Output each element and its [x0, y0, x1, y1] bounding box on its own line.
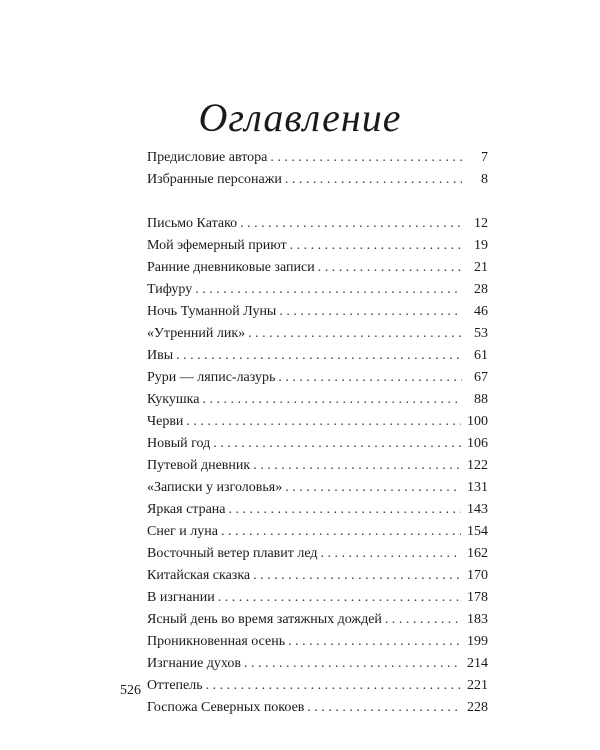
- toc-entry-title: Китайская сказка: [147, 568, 251, 583]
- toc-entry-page: 61: [474, 348, 488, 363]
- dot-leader: [218, 587, 461, 609]
- toc-entry-title: Проникновенная осень: [147, 634, 286, 649]
- toc-entry-page: 46: [474, 304, 488, 319]
- toc-entry-title: В изгнании: [147, 590, 215, 605]
- toc-entry: [147, 477, 488, 499]
- dot-leader: [318, 257, 462, 279]
- toc-entry-title: Рури — ляпис-лазурь: [147, 370, 276, 385]
- toc-entry-page: 7: [481, 150, 488, 165]
- toc-entry-title: Снег и луна: [147, 524, 218, 539]
- dot-leader: [202, 389, 462, 411]
- toc-entry-page: 154: [467, 524, 488, 539]
- toc-entry: [147, 499, 488, 521]
- dot-leader: [307, 697, 461, 719]
- toc-entry: [147, 631, 488, 653]
- toc-entry-title: Кукушка: [147, 392, 200, 407]
- toc-entry: [147, 147, 488, 169]
- toc-entry-page: 131: [467, 480, 488, 495]
- toc-entry-title: Мой эфемерный приют: [147, 238, 287, 253]
- dot-leader: [229, 499, 461, 521]
- toc-entry: [147, 301, 488, 323]
- toc-entry: [147, 345, 488, 367]
- toc-entry-page: 199: [467, 634, 488, 649]
- toc-entry-page: 19: [474, 238, 488, 253]
- toc-entry-title: Восточный ветер плавит лед: [147, 546, 318, 561]
- toc-entry-page: 88: [474, 392, 488, 407]
- dot-leader: [221, 521, 461, 543]
- table-of-contents: [147, 147, 488, 719]
- dot-leader: [176, 345, 462, 367]
- toc-entry-page: 143: [467, 502, 488, 517]
- page-number: 526: [120, 683, 141, 698]
- toc-entry-title: Ясный день во время затяжных дождей: [147, 612, 382, 627]
- dot-leader: [288, 631, 461, 653]
- toc-entry: [147, 565, 488, 587]
- toc-entry: [147, 455, 488, 477]
- toc-entry-page: 214: [467, 656, 488, 671]
- toc-entry-title: Путевой дневник: [147, 458, 251, 473]
- dot-leader: [285, 169, 462, 191]
- toc-entry-title: Новый год: [147, 436, 211, 451]
- toc-entry-page: 67: [474, 370, 488, 385]
- toc-entry: [147, 609, 488, 631]
- toc-entry-title: «Утренний лик»: [147, 326, 246, 341]
- toc-entry-page: 100: [467, 414, 488, 429]
- toc-entry-page: 221: [467, 678, 488, 693]
- toc-entry: [147, 587, 488, 609]
- dot-leader: [244, 653, 461, 675]
- dot-leader: [385, 609, 461, 631]
- dot-leader: [206, 675, 461, 697]
- page-title: Оглавление: [198, 95, 402, 140]
- section-gap: [147, 191, 488, 213]
- toc-entry-page: 12: [474, 216, 488, 231]
- dot-leader: [270, 147, 462, 169]
- dot-leader: [285, 477, 461, 499]
- toc-entry-title: Тифуру: [147, 282, 193, 297]
- toc-entry-page: 162: [467, 546, 488, 561]
- toc-entry-page: 53: [474, 326, 488, 341]
- dot-leader: [248, 323, 462, 345]
- toc-entry-title: «Записки у изголовья»: [147, 480, 283, 495]
- toc-entry-title: Яркая страна: [147, 502, 226, 517]
- toc-entry-title: Предисловие автора: [147, 150, 268, 165]
- toc-entry-page: 228: [467, 700, 488, 715]
- toc-entry-title: Черви: [147, 414, 184, 429]
- toc-entry: [147, 257, 488, 279]
- toc-entry-title: Изгнание духов: [147, 656, 241, 671]
- toc-entry-title: Госпожа Северных покоев: [147, 700, 305, 715]
- toc-entry-page: 28: [474, 282, 488, 297]
- toc-entry-page: 21: [474, 260, 488, 275]
- dot-leader: [253, 565, 461, 587]
- toc-entry: [147, 389, 488, 411]
- toc-entry-page: 106: [467, 436, 488, 451]
- toc-entry-page: 122: [467, 458, 488, 473]
- dot-leader: [195, 279, 462, 301]
- toc-entry: [147, 433, 488, 455]
- dot-leader: [278, 367, 462, 389]
- toc-entry-title: Избранные персонажи: [147, 172, 282, 187]
- toc-entry: [147, 653, 488, 675]
- dot-leader: [186, 411, 461, 433]
- toc-entry-page: 178: [467, 590, 488, 605]
- toc-entry-title: Ранние дневниковые записи: [147, 260, 315, 275]
- toc-entry-page: 170: [467, 568, 488, 583]
- dot-leader: [321, 543, 461, 565]
- toc-entry: [147, 235, 488, 257]
- toc-main-list: [147, 213, 488, 719]
- toc-entry-title: Письмо Катако: [147, 216, 238, 231]
- toc-entry: [147, 323, 488, 345]
- toc-entry-page: 183: [467, 612, 488, 627]
- toc-entry: [147, 213, 488, 235]
- toc-entry-title: Ивы: [147, 348, 174, 363]
- toc-entry: [147, 367, 488, 389]
- dot-leader: [253, 455, 461, 477]
- dot-leader: [213, 433, 461, 455]
- toc-entry: [147, 521, 488, 543]
- dot-leader: [240, 213, 462, 235]
- toc-entry: [147, 169, 488, 191]
- toc-entry-page: 8: [481, 172, 488, 187]
- toc-entry: [147, 279, 488, 301]
- toc-entry: [147, 675, 488, 697]
- toc-entry: [147, 411, 488, 433]
- toc-entry-title: Оттепель: [147, 678, 203, 693]
- toc-entry: [147, 697, 488, 719]
- dot-leader: [279, 301, 462, 323]
- dot-leader: [290, 235, 462, 257]
- toc-entry: [147, 543, 488, 565]
- toc-entry-title: Ночь Туманной Луны: [147, 304, 277, 319]
